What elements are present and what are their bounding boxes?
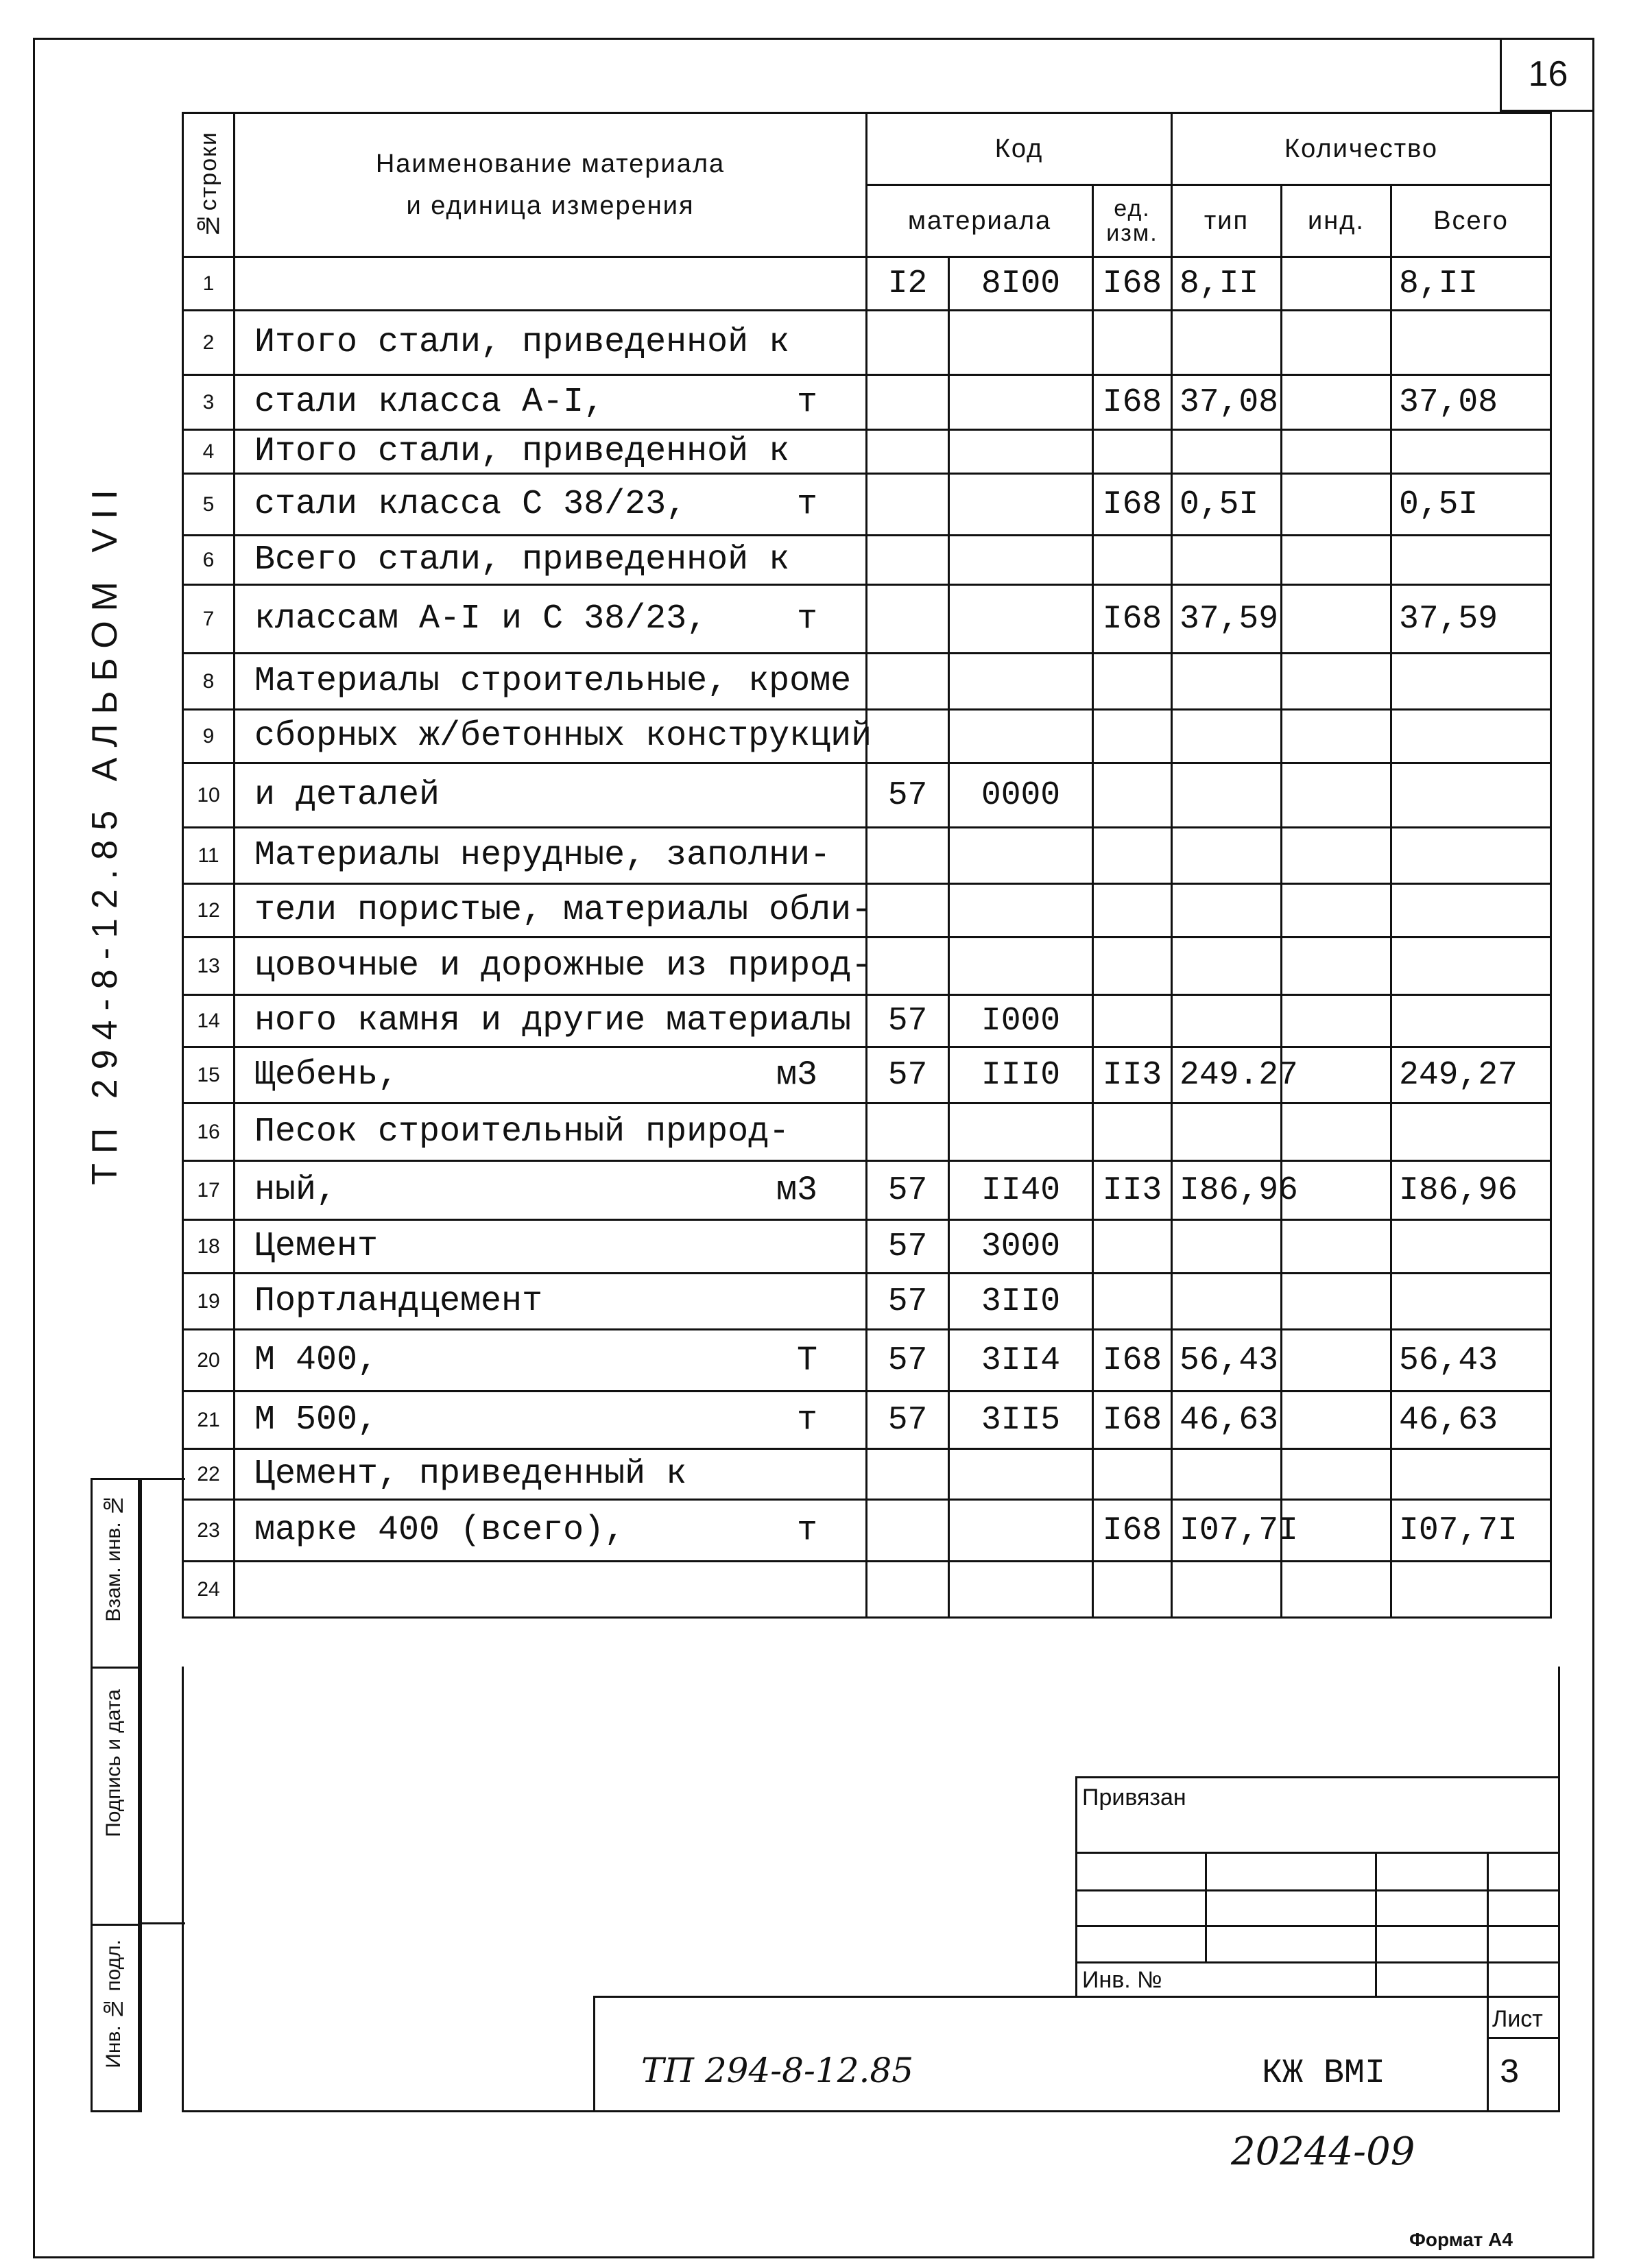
row-ind-qty — [1282, 311, 1391, 375]
header-type: тип — [1172, 185, 1282, 257]
row-code — [949, 311, 1093, 375]
row-uom — [1093, 938, 1172, 995]
row-code-group: I2 — [867, 257, 949, 311]
row-code-group — [867, 1103, 949, 1161]
table-row — [183, 763, 1551, 828]
row-code: 8I00 — [949, 257, 1093, 311]
row-ind-qty — [1282, 474, 1391, 536]
row-number: 8 — [183, 654, 235, 710]
row-code: 3II0 — [949, 1274, 1093, 1330]
row-uom — [1093, 311, 1172, 375]
row-code — [949, 1103, 1093, 1161]
row-total-qty — [1391, 1103, 1551, 1161]
row-total-qty: 37,59 — [1391, 585, 1551, 654]
row-ind-qty — [1282, 710, 1391, 763]
header-name: Наименование материала и единица измерения — [235, 113, 867, 257]
row-name: и деталей — [235, 763, 867, 828]
row-code: III0 — [949, 1047, 1093, 1103]
list-value: 3 — [1499, 2054, 1520, 2093]
row-type-qty: I86,96 — [1172, 1161, 1282, 1220]
stamp-podpis: Подпись и дата — [93, 1669, 138, 1926]
row-code-group — [867, 1449, 949, 1500]
row-total-qty — [1391, 938, 1551, 995]
row-type-qty: 46,63 — [1172, 1392, 1282, 1449]
row-ind-qty — [1282, 536, 1391, 585]
row-ind-qty — [1282, 995, 1391, 1047]
row-uom: I68 — [1093, 585, 1172, 654]
row-type-qty: I07,7I — [1172, 1500, 1282, 1562]
row-name: стали класса С 38/23, т — [235, 474, 867, 536]
row-code — [949, 1449, 1093, 1500]
row-number: 7 — [183, 585, 235, 654]
row-uom — [1093, 1274, 1172, 1330]
row-number: 12 — [183, 884, 235, 938]
row-type-qty — [1172, 995, 1282, 1047]
row-code-group — [867, 536, 949, 585]
row-ind-qty — [1282, 884, 1391, 938]
table-row — [183, 1274, 1551, 1330]
side-album-title — [65, 480, 141, 1372]
row-unit: т — [796, 383, 817, 422]
table-row — [183, 1449, 1551, 1500]
doc-mark: КЖ ВМI — [1262, 2054, 1386, 2093]
row-code: 3II5 — [949, 1392, 1093, 1449]
header-quantity: Количество — [1172, 113, 1551, 185]
row-unit: Т — [796, 1341, 817, 1380]
row-uom — [1093, 536, 1172, 585]
row-number: 10 — [183, 763, 235, 828]
row-ind-qty — [1282, 763, 1391, 828]
page-number: 16 — [1500, 38, 1594, 112]
row-name: Всего стали, приведенной к — [235, 536, 867, 585]
approval-stamp-column — [91, 1478, 140, 2112]
format-label: Формат А4 — [1409, 2229, 1513, 2250]
table-row — [183, 1330, 1551, 1392]
row-type-qty — [1172, 884, 1282, 938]
row-code: 0000 — [949, 763, 1093, 828]
row-total-qty: 46,63 — [1391, 1392, 1551, 1449]
table-row — [183, 710, 1551, 763]
row-code-group — [867, 828, 949, 884]
row-code — [949, 1562, 1093, 1618]
row-number: 15 — [183, 1047, 235, 1103]
row-uom — [1093, 828, 1172, 884]
row-ind-qty — [1282, 1449, 1391, 1500]
row-uom — [1093, 1449, 1172, 1500]
table-row — [183, 1161, 1551, 1220]
table-row — [183, 654, 1551, 710]
row-total-qty — [1391, 1449, 1551, 1500]
row-total-qty: 37,08 — [1391, 375, 1551, 430]
row-ind-qty — [1282, 1330, 1391, 1392]
row-code — [949, 710, 1093, 763]
row-type-qty — [1172, 1274, 1282, 1330]
row-number: 3 — [183, 375, 235, 430]
table-row — [183, 828, 1551, 884]
row-code-group — [867, 375, 949, 430]
row-number: 13 — [183, 938, 235, 995]
materials-table — [182, 112, 1552, 1619]
row-name: М 500, т — [235, 1392, 867, 1449]
table-row — [183, 430, 1551, 474]
row-name: ного камня и другие материалы — [235, 995, 867, 1047]
row-total-qty — [1391, 311, 1551, 375]
row-number: 4 — [183, 430, 235, 474]
row-unit: т — [796, 599, 817, 638]
row-ind-qty — [1282, 375, 1391, 430]
row-ind-qty — [1282, 1220, 1391, 1274]
row-name: ный, м3 — [235, 1161, 867, 1220]
stamp-vzam: Взам. инв. № — [93, 1480, 138, 1669]
doc-code: ТП 294-8-12.85 — [641, 2051, 914, 2090]
row-uom: I68 — [1093, 1392, 1172, 1449]
row-name: Цемент, приведенный к — [235, 1449, 867, 1500]
row-type-qty — [1172, 654, 1282, 710]
row-total-qty — [1391, 828, 1551, 884]
row-code — [949, 654, 1093, 710]
row-total-qty — [1391, 710, 1551, 763]
row-total-qty: I07,7I — [1391, 1500, 1551, 1562]
row-uom — [1093, 884, 1172, 938]
row-total-qty — [1391, 430, 1551, 474]
row-name: Материалы строительные, кроме — [235, 654, 867, 710]
table-row — [183, 1220, 1551, 1274]
row-number: 23 — [183, 1500, 235, 1562]
row-number: 18 — [183, 1220, 235, 1274]
row-name: Щебень, м3 — [235, 1047, 867, 1103]
row-unit: т — [796, 1400, 817, 1440]
table-row — [183, 474, 1551, 536]
row-total-qty: 56,43 — [1391, 1330, 1551, 1392]
row-code-group — [867, 585, 949, 654]
row-code-group — [867, 938, 949, 995]
row-code-group: 57 — [867, 1274, 949, 1330]
row-type-qty — [1172, 828, 1282, 884]
row-code — [949, 430, 1093, 474]
row-total-qty — [1391, 1562, 1551, 1618]
row-unit: т — [796, 485, 817, 524]
row-unit: м3 — [776, 1055, 817, 1095]
table-row — [183, 257, 1551, 311]
row-code-group — [867, 1562, 949, 1618]
row-unit: т — [796, 1511, 817, 1550]
row-total-qty: 8,II — [1391, 257, 1551, 311]
row-name: Материалы нерудные, заполни- — [235, 828, 867, 884]
row-code-group: 57 — [867, 1161, 949, 1220]
table-row — [183, 1562, 1551, 1618]
row-type-qty: 56,43 — [1172, 1330, 1282, 1392]
table-row — [183, 536, 1551, 585]
row-number: 1 — [183, 257, 235, 311]
row-uom — [1093, 710, 1172, 763]
row-type-qty: 8,II — [1172, 257, 1282, 311]
row-uom: I68 — [1093, 375, 1172, 430]
row-number: 14 — [183, 995, 235, 1047]
row-unit: м3 — [776, 1171, 817, 1210]
row-uom — [1093, 1562, 1172, 1618]
inv-no-label: Инв. № — [1082, 1967, 1162, 1993]
row-code-group: 57 — [867, 1220, 949, 1274]
row-code-group: 57 — [867, 763, 949, 828]
row-number: 21 — [183, 1392, 235, 1449]
header-code: Код — [867, 113, 1172, 185]
side-album-title-text: ТП 294-8-12.85 АЛЬБОМ VII — [85, 480, 125, 1185]
row-type-qty — [1172, 1220, 1282, 1274]
row-total-qty — [1391, 995, 1551, 1047]
row-name: Итого стали, приведенной к — [235, 311, 867, 375]
row-type-qty: 0,5I — [1172, 474, 1282, 536]
row-number: 16 — [183, 1103, 235, 1161]
row-total-qty: 249,27 — [1391, 1047, 1551, 1103]
list-label: Лист — [1492, 2006, 1543, 2032]
row-name: Песок строительный природ- — [235, 1103, 867, 1161]
row-name — [235, 1562, 867, 1618]
row-name: классам А-I и С 38/23, т — [235, 585, 867, 654]
table-row — [183, 1103, 1551, 1161]
table-row — [183, 375, 1551, 430]
row-name: тели пористые, материалы обли- — [235, 884, 867, 938]
row-ind-qty — [1282, 828, 1391, 884]
row-total-qty — [1391, 763, 1551, 828]
row-code: I000 — [949, 995, 1093, 1047]
row-ind-qty — [1282, 257, 1391, 311]
row-uom — [1093, 654, 1172, 710]
row-name: М 400, Т — [235, 1330, 867, 1392]
row-type-qty: 37,59 — [1172, 585, 1282, 654]
row-ind-qty — [1282, 430, 1391, 474]
row-code — [949, 938, 1093, 995]
row-total-qty — [1391, 536, 1551, 585]
row-uom: II3 — [1093, 1047, 1172, 1103]
table-row — [183, 585, 1551, 654]
privyazan-label: Привязан — [1082, 1784, 1186, 1811]
row-ind-qty — [1282, 585, 1391, 654]
row-type-qty — [1172, 311, 1282, 375]
row-code: II40 — [949, 1161, 1093, 1220]
row-code-group — [867, 474, 949, 536]
row-number: 2 — [183, 311, 235, 375]
row-code — [949, 884, 1093, 938]
row-ind-qty — [1282, 938, 1391, 995]
table-row — [183, 1500, 1551, 1562]
row-code-group: 57 — [867, 995, 949, 1047]
row-uom — [1093, 1220, 1172, 1274]
row-code-group — [867, 654, 949, 710]
row-type-qty: 37,08 — [1172, 375, 1282, 430]
table-row — [183, 1047, 1551, 1103]
row-type-qty — [1172, 938, 1282, 995]
row-code — [949, 1500, 1093, 1562]
header-ind: инд. — [1282, 185, 1391, 257]
table-row — [183, 938, 1551, 995]
header-uom: ед. изм. — [1093, 185, 1172, 257]
row-name: стали класса А-I, т — [235, 375, 867, 430]
row-total-qty: I86,96 — [1391, 1161, 1551, 1220]
row-number: 24 — [183, 1562, 235, 1618]
row-code-group — [867, 710, 949, 763]
row-type-qty — [1172, 763, 1282, 828]
row-code — [949, 474, 1093, 536]
row-ind-qty — [1282, 1562, 1391, 1618]
row-code-group: 57 — [867, 1047, 949, 1103]
row-number: 20 — [183, 1330, 235, 1392]
row-number: 22 — [183, 1449, 235, 1500]
row-code-group — [867, 1500, 949, 1562]
row-uom: I68 — [1093, 474, 1172, 536]
table-row — [183, 884, 1551, 938]
row-name: Итого стали, приведенной к — [235, 430, 867, 474]
row-ind-qty — [1282, 1392, 1391, 1449]
row-name: цовочные и дорожные из природ- — [235, 938, 867, 995]
row-name: Портландцемент — [235, 1274, 867, 1330]
row-code-group — [867, 311, 949, 375]
header-total: Всего — [1391, 185, 1551, 257]
row-code — [949, 536, 1093, 585]
row-uom: II3 — [1093, 1161, 1172, 1220]
handwritten-archive-number: 20244-09 — [1231, 2129, 1415, 2174]
row-ind-qty — [1282, 1103, 1391, 1161]
row-code — [949, 375, 1093, 430]
row-ind-qty — [1282, 654, 1391, 710]
stamp-inv-podl: Инв. № подл. — [102, 1939, 125, 2068]
row-number: 9 — [183, 710, 235, 763]
row-number: 5 — [183, 474, 235, 536]
row-total-qty — [1391, 654, 1551, 710]
row-ind-qty — [1282, 1274, 1391, 1330]
row-uom: I68 — [1093, 257, 1172, 311]
row-type-qty — [1172, 710, 1282, 763]
row-type-qty — [1172, 430, 1282, 474]
row-number: 6 — [183, 536, 235, 585]
row-uom — [1093, 995, 1172, 1047]
row-uom: I68 — [1093, 1500, 1172, 1562]
header-row-no: №строки — [183, 113, 235, 257]
row-code-group — [867, 884, 949, 938]
row-code-group — [867, 430, 949, 474]
row-total-qty — [1391, 884, 1551, 938]
row-number: 17 — [183, 1161, 235, 1220]
row-total-qty — [1391, 1274, 1551, 1330]
table-row — [183, 1392, 1551, 1449]
row-uom: I68 — [1093, 1330, 1172, 1392]
row-code-group: 57 — [867, 1330, 949, 1392]
row-uom — [1093, 1103, 1172, 1161]
row-type-qty: 249.27 — [1172, 1047, 1282, 1103]
row-code — [949, 828, 1093, 884]
row-name — [235, 257, 867, 311]
row-uom — [1093, 763, 1172, 828]
row-code-group: 57 — [867, 1392, 949, 1449]
row-type-qty — [1172, 1103, 1282, 1161]
row-number: 11 — [183, 828, 235, 884]
row-total-qty — [1391, 1220, 1551, 1274]
row-name: марке 400 (всего), т — [235, 1500, 867, 1562]
row-type-qty — [1172, 1449, 1282, 1500]
row-name: Цемент — [235, 1220, 867, 1274]
row-name: сборных ж/бетонных конструкций — [235, 710, 867, 763]
row-code: 3II4 — [949, 1330, 1093, 1392]
row-number: 19 — [183, 1274, 235, 1330]
row-total-qty: 0,5I — [1391, 474, 1551, 536]
table-row — [183, 311, 1551, 375]
row-uom — [1093, 430, 1172, 474]
table-row — [183, 995, 1551, 1047]
row-code — [949, 585, 1093, 654]
row-type-qty — [1172, 1562, 1282, 1618]
header-material: материала — [867, 185, 1093, 257]
row-code: 3000 — [949, 1220, 1093, 1274]
row-type-qty — [1172, 536, 1282, 585]
